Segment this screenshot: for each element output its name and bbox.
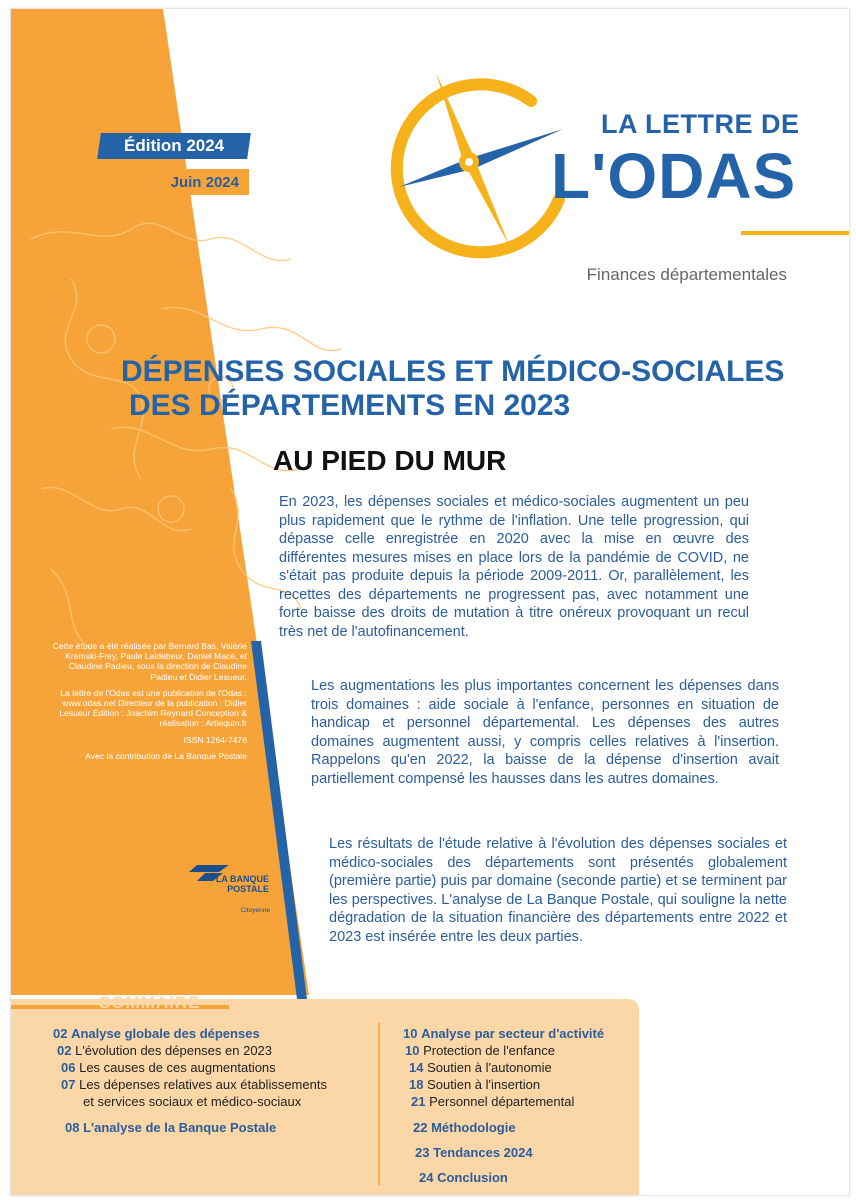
toc-page-number: 22 [413,1120,428,1135]
toc-label: Soutien à l'autonomie [427,1060,552,1075]
subject-label: Finances départementales [586,265,787,284]
page-title [121,355,801,423]
sommaire-title: SOMMAIRE [99,993,201,1012]
toc-item[interactable] [57,1042,272,1059]
toc-page-number: 02 [57,1043,72,1058]
toc-page-number: 18 [409,1077,424,1092]
partner-logo-subtext: Citoyenne [240,907,270,914]
toc-label: et services sociaux et médico-sociaux [83,1094,302,1109]
toc-page-number: 14 [409,1060,424,1075]
edition-label: Édition 2024 [123,136,225,155]
toc-page-number: 21 [411,1094,426,1109]
credits-contribution: Avec la contribution de La Banque Postale [85,750,247,761]
toc-item[interactable] [419,1169,508,1186]
toc-page-number: 24 [419,1170,434,1185]
toc-label: Personnel départemental [429,1094,575,1109]
toc-item[interactable] [403,1025,604,1042]
toc-item[interactable] [413,1119,516,1136]
toc-page-number: 10 [405,1043,420,1058]
toc-item[interactable] [415,1144,533,1161]
compass-icon [397,73,563,252]
toc-label: Analyse par secteur d'activité [421,1026,605,1041]
toc-page-number: 10 [403,1026,418,1041]
toc-page-number: 06 [61,1060,76,1075]
credits-authors: Cette étude a été réalisée par Bernard Bas, Valérie Kremski-Frey, Paule Laidebeur, Daniel Macé, et Claudine Padieu, sous la direction de Claudine Padieu et Didier Lesueur. [52,641,247,682]
date-label: Juin 2024 [170,173,239,191]
toc-item[interactable] [411,1093,574,1110]
toc-page-number: 02 [53,1026,68,1041]
credits-issn: ISSN 1264-7476 [183,734,247,745]
toc-item[interactable] [61,1076,327,1093]
toc-page-number: 23 [415,1145,430,1160]
toc-item[interactable] [409,1076,540,1093]
logo-title-line2: L'ODAS [551,140,797,212]
toc-label: Soutien à l'insertion [427,1077,541,1092]
toc-label: L'analyse de la Banque Postale [83,1120,277,1135]
toc-label: Conclusion [437,1170,508,1185]
title-line2: DES DÉPARTEMENTS EN 2023 [129,389,571,422]
intro-paragraph-3: Les résultats de l'étude relative à l'évolution des dépenses sociales et médico-sociales des départements sont présentés globalement (première partie) puis par domaine (seconde partie) et se terminent par les perspectives. L'analyse de La Banque Postale, qui souligne la nette dégradation de la situation financière des départements entre 2022 et 2023 est insérée entre les deux parties. [329,836,787,945]
title-line1: DÉPENSES SOCIALES ET MÉDICO-SOCIALES [121,355,785,388]
toc-label: L'évolution des dépenses en 2023 [75,1043,273,1058]
document-page [10,8,850,1196]
toc-item[interactable] [61,1059,276,1076]
toc-item[interactable] [409,1059,552,1076]
toc-label: Analyse globale des dépenses [71,1026,260,1041]
toc-label: Les dépenses relatives aux établissements [79,1077,327,1092]
intro-paragraph-1: En 2023, les dépenses sociales et médico-sociales augmentent un peu plus rapidement que le rythme de l'inflation. Une telle progression, qui dépasse celle enregistrée en 2020 avec la mise en œuvre des différentes mesures mises en place lors de la pandémie de COVID, ne s'était pas produite depuis la période 2009-2011. Or, parallèlement, les recettes des départements ne progressent pas, avec notamment une forte baisse des droits de mutation à titre onéreux provoquant un recul très net de l'autofinancement. [279,494,749,640]
toc-page-number: 08 [65,1120,80,1135]
toc-item[interactable] [65,1119,276,1136]
logo-rule [741,231,849,235]
edition-badge [97,133,251,159]
toc-item-continuation [83,1093,301,1110]
partner-logo-text: LA BANQUE POSTALE [215,874,269,894]
toc-label: Tendances 2024 [433,1145,533,1160]
credits-publication: La lettre de l'Odas est une publication de l'Odas : www.odas.net Directeur de la publication : Didier Lesueur Édition : Joachim Reynard Conception & réalisation : Artlequin.fr [59,687,247,729]
date-badge [109,169,249,195]
toc-item[interactable] [53,1025,260,1042]
intro-paragraph-2: Les augmentations les plus importantes concernent les dépenses dans trois domaines : aide sociale à l'enfance, personnes en situation de handicap et personnel départemental. Les dépenses des autres domaines augmentent aussi, y compris celles relatives à l'insertion. Rappelons qu'en 2022, la baisse de la dépense d'insertion avait partiellement compensé les hausses dans les autres domaines. [311,678,779,787]
toc-label: Protection de l'enfance [423,1043,555,1058]
toc-label: Méthodologie [431,1120,516,1135]
credits-block [47,641,247,767]
toc-page-number: 07 [61,1077,76,1092]
toc-item[interactable] [405,1042,555,1059]
toc-label: Les causes de ces augmentations [79,1060,276,1075]
subtitle: AU PIED DU MUR [273,445,507,476]
logo-title-line1: LA LETTRE DE [601,109,800,139]
